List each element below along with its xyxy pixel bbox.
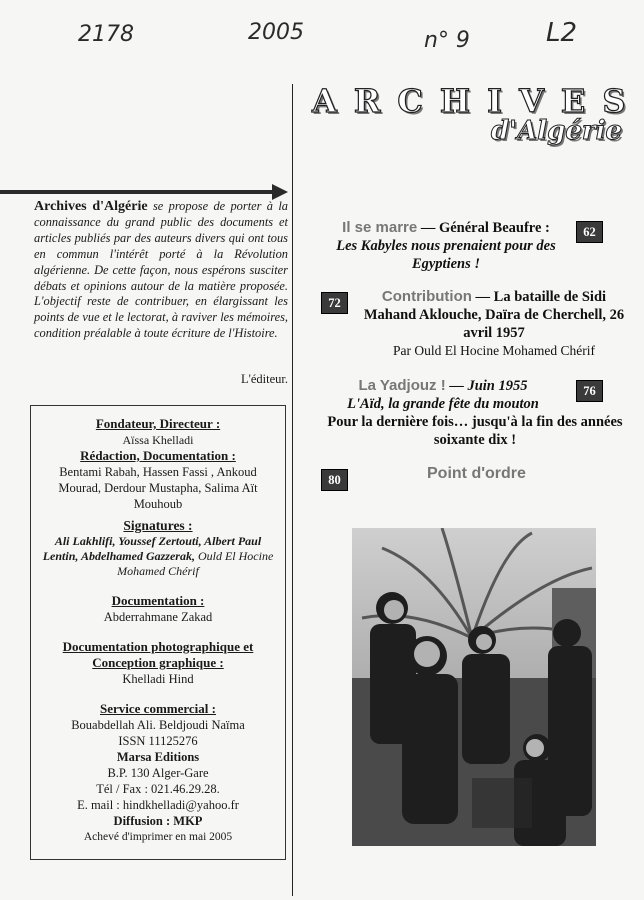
doc-heading: Documentation : [111, 593, 205, 608]
editor-signature: L'éditeur. [240, 372, 288, 386]
arrow-head-icon [272, 184, 288, 200]
redaction-heading: Rédaction, Documentation : [80, 448, 236, 463]
toc-byline: Par Ould El Hocine Mohamed Chérif [392, 343, 596, 358]
toc-entry-62[interactable] [318, 219, 574, 273]
signatures-list [31, 534, 285, 579]
page-badge-62: 62 [576, 221, 603, 243]
page-badge-72: 72 [321, 292, 348, 314]
toc-date: Juin 1955 [467, 378, 528, 394]
page-badge-76: 76 [576, 380, 603, 402]
arrow-line [0, 190, 284, 194]
printed: Achevé d'imprimer en mai 2005 [83, 831, 233, 843]
founder-name: Aïssa Khelladi [122, 433, 194, 447]
photo-heading-2: Conception graphique : [92, 655, 224, 670]
intro-text: se propose de porter à la connaissance du grand public des documents et articles publiés par des auteurs divers qui ont tous en commun l'intérêt porté à la Révolution algérienne. De cette façon, nous espérons susciter débats et opinions autour de la matière proposée. L'objectif reste de contribuer, en élargissant les points de vue et le lectorat, à raviver les mémoires, condition préalable à toute écriture de l'Histoire. [34, 199, 288, 341]
masthead-title: ARCHIVES [312, 82, 643, 120]
page-badge-80: 80 [321, 469, 348, 491]
toc-entry-76[interactable] [318, 377, 568, 413]
signatures-heading: Signatures : [123, 518, 193, 533]
toc-entry-72[interactable] [354, 288, 634, 360]
photo-heading-1: Documentation photographique et [62, 639, 254, 654]
toc-dash: — [417, 220, 439, 236]
toc-subtitle: L'Aïd, la grande fête du mouton [347, 396, 539, 412]
archive-photo [352, 528, 596, 846]
commercial-heading: Service commercial : [100, 701, 216, 716]
signatures-rest: Ould El Hocine Mohamed Chérif [117, 549, 274, 578]
diffusion: Diffusion : MKP [113, 814, 203, 828]
credits-box [30, 405, 286, 860]
toc-dash: — [471, 289, 494, 305]
toc-entry-80[interactable]: Point d'ordre [427, 465, 526, 482]
toc-dash: — [445, 378, 468, 394]
toc-kicker: Il se marre [342, 219, 418, 236]
issn: ISSN 11125276 [118, 734, 198, 748]
founder-heading: Fondateur, Directeur : [95, 416, 221, 431]
masthead [312, 82, 643, 146]
intro-brand: Archives d'Algérie [34, 199, 148, 214]
photo-illustration [352, 528, 596, 846]
handwritten-issue: n° 9 [424, 28, 470, 53]
email: E. mail : hindkhelladi@yahoo.fr [77, 798, 239, 812]
column-divider [292, 84, 293, 896]
address: B.P. 130 Alger-Gare [107, 766, 209, 780]
editorial-intro [34, 199, 288, 342]
toc-title: Général Beaufre : [438, 220, 550, 236]
toc-kicker: La Yadjouz ! [358, 377, 446, 394]
toc-title-76: Pour la dernière fois… jusqu'à la fin des années soixante dix ! [327, 414, 623, 448]
signatures-bold: Ali Lakhlifi, Youssef Zertouti, Albert Paul Lentin, Abdelhamed Gazzerak, [42, 534, 262, 563]
toc-kicker: Contribution [381, 288, 472, 305]
phone: Tél / Fax : 021.46.29.28. [96, 782, 220, 796]
handwritten-ref: 2178 [78, 22, 134, 47]
handwritten-year: 2005 [248, 20, 304, 45]
doc-name: Abderrahmane Zakad [103, 610, 213, 624]
commercial-names: Bouabdellah Ali. Beldjoudi Naïma [71, 718, 245, 732]
handwritten-copy: L2 [546, 18, 578, 48]
photo-name: Khelladi Hind [122, 672, 194, 686]
toc-subtitle: Les Kabyles nous prenaient pour des Egyptiens ! [336, 238, 556, 272]
redaction-names: Bentami Rabah, Hassen Fassi , Ankoud Mourad, Derdour Mustapha, Salima Aït Mouhoub [58, 465, 258, 511]
publisher: Marsa Editions [116, 750, 200, 764]
toc-title: La bataille de Sidi Mahand Aklouche, Daïra de Cherchell, 26 avril 1957 [363, 289, 625, 341]
masthead-subtitle: d'Algérie [490, 116, 622, 146]
